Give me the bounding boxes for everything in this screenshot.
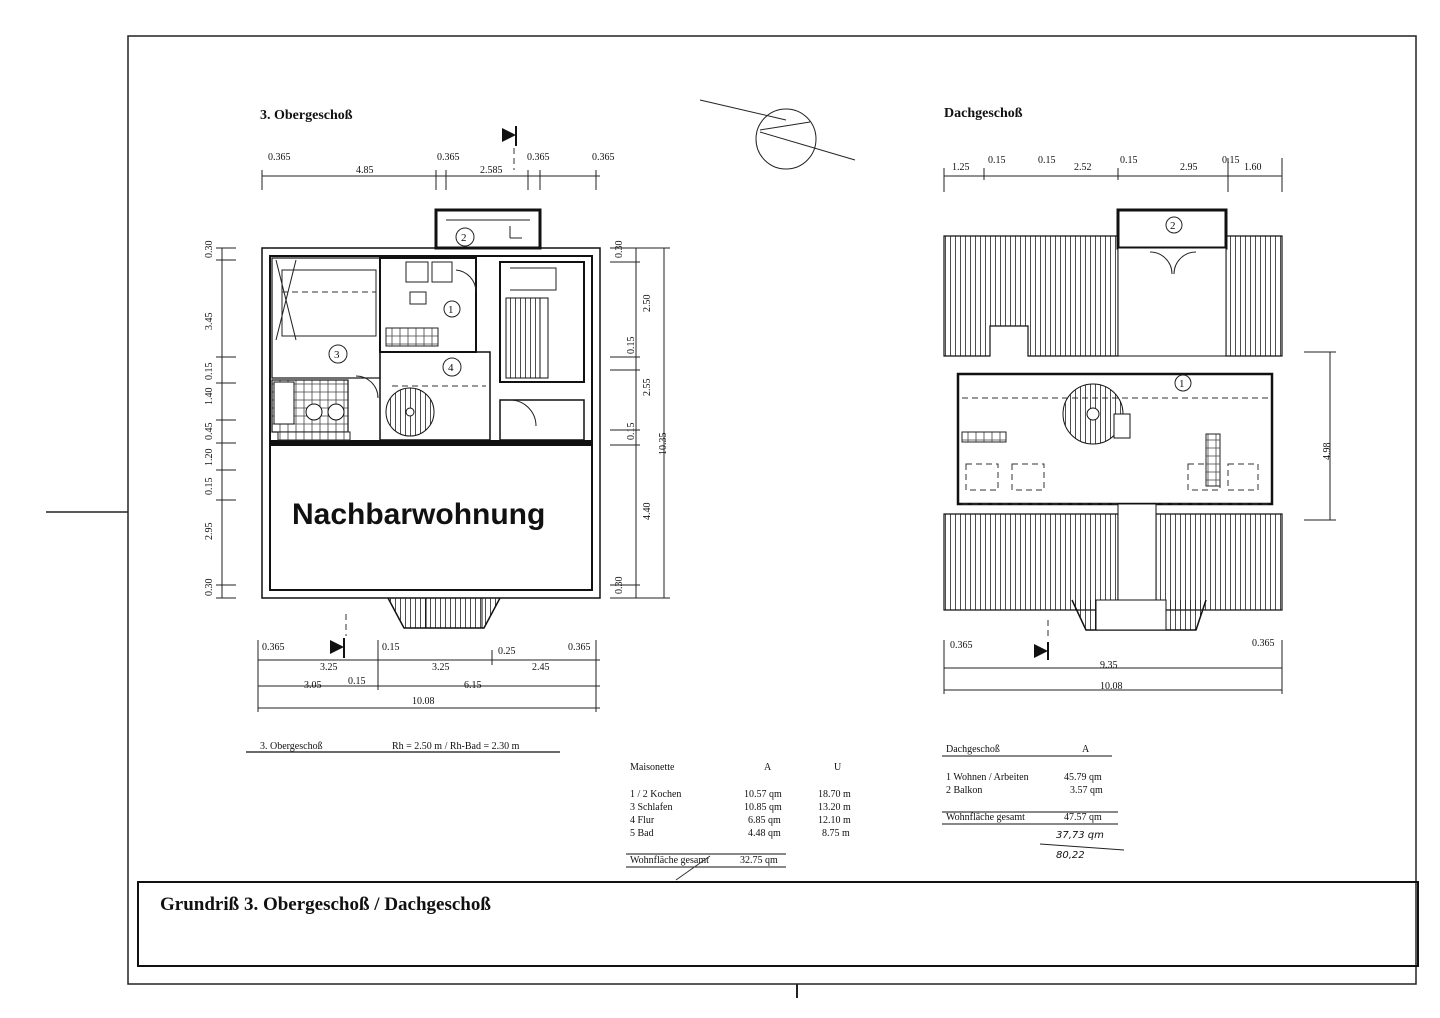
upper-footer-title: 3. Obergeschoß	[260, 741, 323, 752]
section-arrow-icon	[1034, 644, 1048, 658]
upper-top-dim: 4.85	[356, 165, 374, 176]
total-label: Wohnfläche gesamt	[946, 812, 1025, 823]
table-area: 10.57 qm	[744, 789, 782, 800]
attic-top-dim: 1.60	[1244, 162, 1262, 173]
upper-left-dim: 3.45	[204, 312, 215, 330]
upper-right-dim: 4.40	[642, 502, 653, 520]
table-room: 5 Bad	[630, 828, 654, 839]
upper-bottom-dim: 0.365	[262, 642, 285, 653]
col-u-heading: U	[834, 762, 842, 773]
total-value: 32.75 qm	[740, 855, 778, 866]
attic-top-dim: 0.15	[1120, 155, 1138, 166]
upper-left-dim: 0.15	[204, 362, 215, 380]
table-perimeter: 13.20 m	[818, 802, 851, 813]
table-area: 4.48 qm	[748, 828, 781, 839]
room-number-4: 4	[448, 362, 454, 374]
attic-room-number-1: 1	[1179, 378, 1185, 390]
attic-floor-title: Dachgeschoß	[944, 106, 1023, 121]
upper-bottom-dim: 3.25	[320, 662, 338, 673]
section-arrow-icon	[502, 128, 516, 142]
upper-left-dim: 0.15	[204, 477, 215, 495]
upper-footer-heights: Rh = 2.50 m / Rh-Bad = 2.30 m	[392, 741, 520, 752]
drawing-title: Grundriß 3. Obergeschoß / Dachgeschoß	[160, 894, 491, 915]
attic-bottom-dim: 0.365	[950, 640, 973, 651]
upper-top-dim: 0.365	[437, 152, 460, 163]
attic-top-dim: 2.52	[1074, 162, 1092, 173]
col-a-heading: A	[1082, 744, 1090, 755]
upper-right-dim: 2.50	[642, 294, 653, 312]
upper-right-dim: 0.15	[626, 336, 637, 354]
handwritten-note: 80,22	[1056, 850, 1085, 861]
attic-room-number-2: 2	[1170, 220, 1176, 232]
table-room: 1 Wohnen / Arbeiten	[946, 772, 1029, 783]
table-area: 6.85 qm	[748, 815, 781, 826]
table-heading: Maisonette	[630, 762, 675, 773]
table-room: 4 Flur	[630, 815, 655, 826]
table-area: 45.79 qm	[1064, 772, 1102, 783]
north-arrow-icon	[700, 100, 855, 169]
upper-top-dim: 2.585	[480, 165, 503, 176]
upper-top-dim: 0.365	[268, 152, 291, 163]
title-block	[138, 882, 1418, 966]
col-a-heading: A	[764, 762, 772, 773]
upper-bottom-dim: 0.15	[382, 642, 400, 653]
upper-right-dim: 0.30	[614, 240, 625, 258]
upper-top-dim: 0.365	[592, 152, 615, 163]
table-heading: Dachgeschoß	[946, 744, 1000, 755]
table-perimeter: 12.10 m	[818, 815, 851, 826]
upper-bottom-dim: 0.25	[498, 646, 516, 657]
attic-top-dim: 2.95	[1180, 162, 1198, 173]
upper-right-dim: 0.30	[614, 576, 625, 594]
upper-right-dim: 10.35	[658, 432, 669, 455]
neighbor-apartment-label: Nachbarwohnung	[292, 498, 546, 531]
total-value: 47.57 qm	[1064, 812, 1102, 823]
upper-left-dim: 1.40	[204, 387, 215, 405]
room-number-1: 1	[448, 304, 454, 316]
maisonette-area-table	[626, 762, 851, 880]
room-number-3: 3	[334, 349, 340, 361]
table-perimeter: 8.75 m	[822, 828, 850, 839]
attic-floor-plan	[944, 106, 1336, 694]
table-room: 2 Balkon	[946, 785, 983, 796]
table-area: 3.57 qm	[1070, 785, 1103, 796]
attic-bottom-total: 10.08	[1100, 681, 1123, 692]
upper-left-dim: 2.95	[204, 522, 215, 540]
attic-right-dim: 4.98	[1322, 442, 1333, 460]
upper-bottom-dim: 6.15	[464, 680, 482, 691]
upper-bottom-dim: 2.45	[532, 662, 550, 673]
handwritten-note: 37,73 qm	[1056, 830, 1104, 841]
table-room: 3 Schlafen	[630, 802, 673, 813]
upper-floor-plan	[204, 100, 855, 752]
attic-bottom-dim: 9.35	[1100, 660, 1118, 671]
attic-area-table	[942, 744, 1124, 861]
upper-left-dim: 0.45	[204, 422, 215, 440]
table-room: 1 / 2 Kochen	[630, 789, 682, 800]
table-area: 10.85 qm	[744, 802, 782, 813]
table-perimeter: 18.70 m	[818, 789, 851, 800]
upper-top-dim: 0.365	[527, 152, 550, 163]
attic-top-dim: 0.15	[1222, 155, 1240, 166]
upper-right-dim: 2.55	[642, 378, 653, 396]
attic-top-dim: 0.15	[1038, 155, 1056, 166]
upper-right-dim: 0.15	[626, 422, 637, 440]
section-arrow-icon	[330, 640, 344, 654]
upper-bottom-dim: 0.365	[568, 642, 591, 653]
upper-bottom-dim: 3.25	[432, 662, 450, 673]
upper-bottom-dim: 0.15	[348, 676, 366, 687]
room-number-2: 2	[461, 232, 467, 244]
upper-bottom-total: 10.08	[412, 696, 435, 707]
total-label: Wohnfläche gesamt	[630, 855, 709, 866]
attic-bottom-dim: 0.365	[1252, 638, 1275, 649]
upper-left-dim: 0.30	[204, 240, 215, 258]
attic-top-dim: 1.25	[952, 162, 970, 173]
upper-left-dim: 0.30	[204, 578, 215, 596]
attic-top-dim: 0.15	[988, 155, 1006, 166]
upper-bottom-dim: 3.05	[304, 680, 322, 691]
upper-floor-title: 3. Obergeschoß	[260, 108, 353, 123]
upper-left-dim: 1.20	[204, 448, 215, 466]
